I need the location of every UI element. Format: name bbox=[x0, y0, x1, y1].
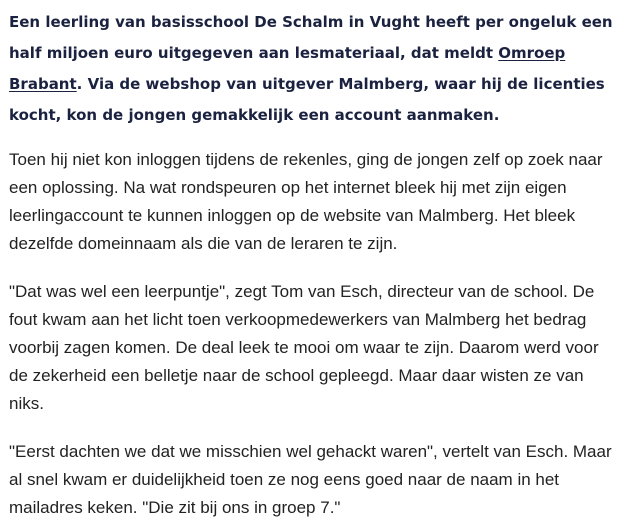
omroep-brabant-link[interactable]: Omroep Brabant bbox=[9, 44, 566, 93]
lead-text-after-link: . Via de webshop van uitgever Malmberg, waar hij de licenties kocht, kon de jongen gemakkelijk een account aanmaken. bbox=[9, 75, 605, 124]
article-paragraph-1: Toen hij niet kon inloggen tijdens de rekenles, ging de jongen zelf op zoek naar een oplossing. Na wat rondspeuren op het internet bleek hij met zijn eigen leerlingaccount te kunnen inloggen op de website van Malmberg. Het bleek dezelfde domeinnaam als die van de leraren te zijn. bbox=[9, 150, 603, 253]
lead-text-before-link: Een leerling van basisschool De Schalm in Vught heeft per ongeluk een half miljoen euro uitgegeven aan lesmateriaal, dat meldt bbox=[9, 13, 613, 62]
article-paragraph-2: "Dat was wel een leerpuntje", zegt Tom van Esch, directeur van de school. De fout kwam aan het licht toen verkoopmedewerkers van Malmberg het bedrag voorbij zagen komen. De deal leek te mooi om waar te zijn. Daarom werd voor de zekerheid een belletje naar de school gepleegd. Maar daar wisten ze van niks. bbox=[9, 282, 599, 413]
article-body bbox=[9, 0, 621, 522]
article-lead bbox=[9, 0, 621, 131]
article-paragraph-3: "Eerst dachten we dat we misschien wel gehackt waren", vertelt van Esch. Maar al snel kwam er duidelijkheid toen ze nog eens goed naar de naam in het mailadres keken. "Die zit bij ons in groep 7." bbox=[9, 442, 612, 517]
